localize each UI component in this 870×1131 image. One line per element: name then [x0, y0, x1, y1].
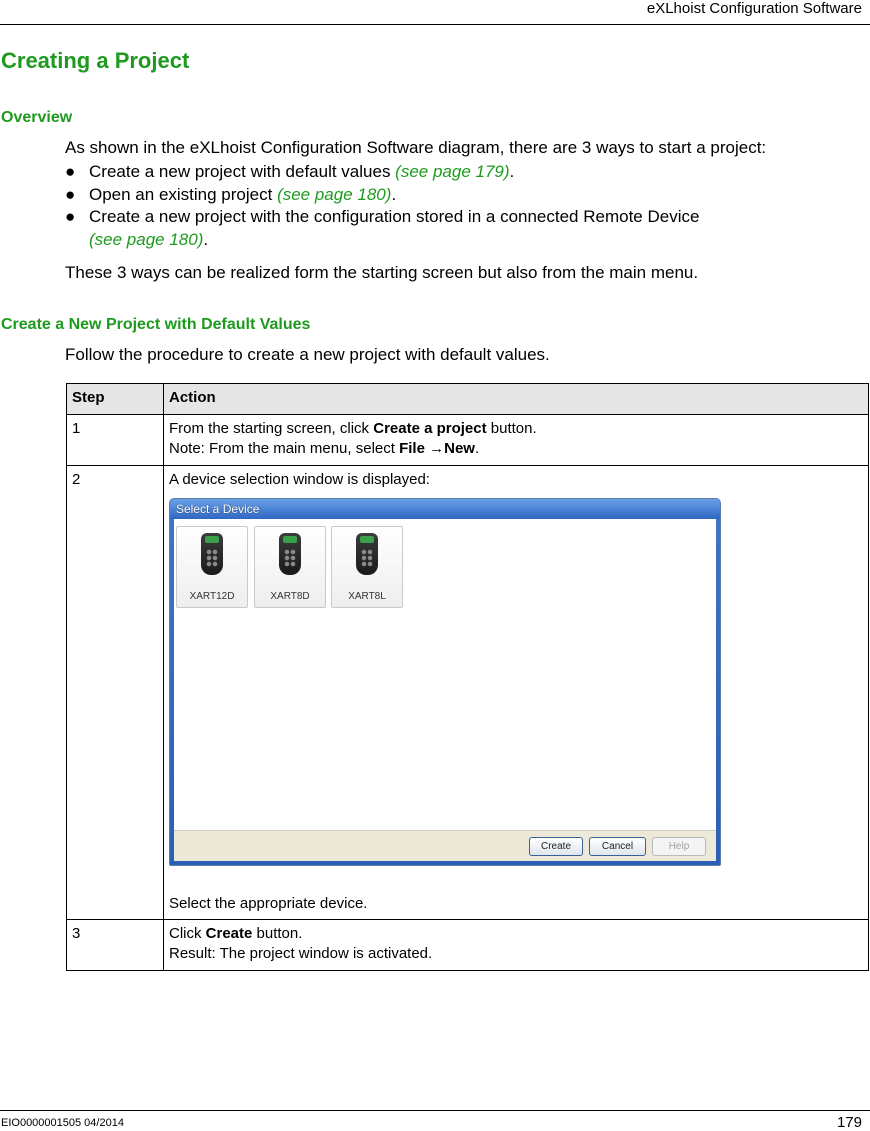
arrow-icon: →: [424, 440, 445, 457]
table-header-row: [67, 384, 869, 415]
device-tile-xart8d[interactable]: [254, 526, 326, 608]
bullet-item: ● Open an existing project (see page 180).: [65, 185, 397, 204]
bullet-icon: ●: [65, 207, 76, 226]
remote-device-icon: [356, 533, 378, 575]
step-number: 2: [67, 466, 164, 920]
header-action: Action: [164, 384, 869, 415]
create-button[interactable]: Create: [529, 837, 583, 856]
page-link[interactable]: (see page 180): [277, 185, 392, 204]
window-title: Select a Device: [170, 499, 720, 519]
device-label: XART8L: [348, 591, 386, 602]
cancel-button[interactable]: Cancel: [589, 837, 646, 856]
table-row: [67, 466, 869, 920]
step-number: 1: [67, 415, 164, 466]
header-step: Step: [67, 384, 164, 415]
bullet-icon: ●: [65, 185, 76, 204]
action-cell: A device selection window is displayed: Select a Device XART12D XART8D XART8L Create Cancel Help Select the appropriate device.: [164, 466, 869, 920]
running-head: eXLhoist Configuration Software: [646, 0, 862, 17]
section-intro: Follow the procedure to create a new project with default values.: [65, 345, 550, 364]
table-row: [67, 920, 869, 971]
device-label: XART12D: [189, 591, 235, 602]
help-button[interactable]: Help: [652, 837, 706, 856]
table-row: [67, 415, 869, 466]
header-rule: [0, 24, 870, 25]
bullet-item: ● Create a new project with default values (see page 179).: [65, 162, 515, 181]
step-number: 3: [67, 920, 164, 971]
page-title: Creating a Project: [1, 48, 190, 73]
action-cell: Click Create button. Result: The project window is activated.: [164, 920, 869, 971]
document-id: EIO0000001505 04/2014: [1, 1117, 124, 1129]
action-cell: From the starting screen, click Create a project button. Note: From the main menu, select File →New.: [164, 415, 869, 466]
remote-device-icon: [279, 533, 301, 575]
page-link[interactable]: (see page 179): [395, 162, 510, 181]
window-body: [174, 519, 716, 861]
remote-device-icon: [201, 533, 223, 575]
page-link[interactable]: (see page 180): [89, 230, 204, 249]
device-tile-xart8l[interactable]: [331, 526, 403, 608]
page-number: 179: [836, 1114, 862, 1131]
device-tile-xart12d[interactable]: [176, 526, 248, 608]
overview-outro: These 3 ways can be realized form the starting screen but also from the main menu.: [65, 263, 699, 282]
section-heading: Create a New Project with Default Values: [1, 316, 311, 333]
device-label: XART8D: [270, 591, 310, 602]
procedure-table: [66, 383, 869, 971]
device-selection-window: [169, 498, 721, 866]
bullet-item: ● Create a new project with the configuration stored in a connected Remote Device: [65, 207, 700, 226]
overview-intro: As shown in the eXLhoist Configuration Software diagram, there are 3 ways to start a project:: [65, 138, 767, 157]
bullet-continuation: (see page 180).: [89, 230, 209, 249]
overview-heading: Overview: [1, 109, 73, 126]
footer-rule: [0, 1110, 870, 1111]
window-button-bar: [174, 830, 716, 861]
bullet-icon: ●: [65, 162, 76, 181]
